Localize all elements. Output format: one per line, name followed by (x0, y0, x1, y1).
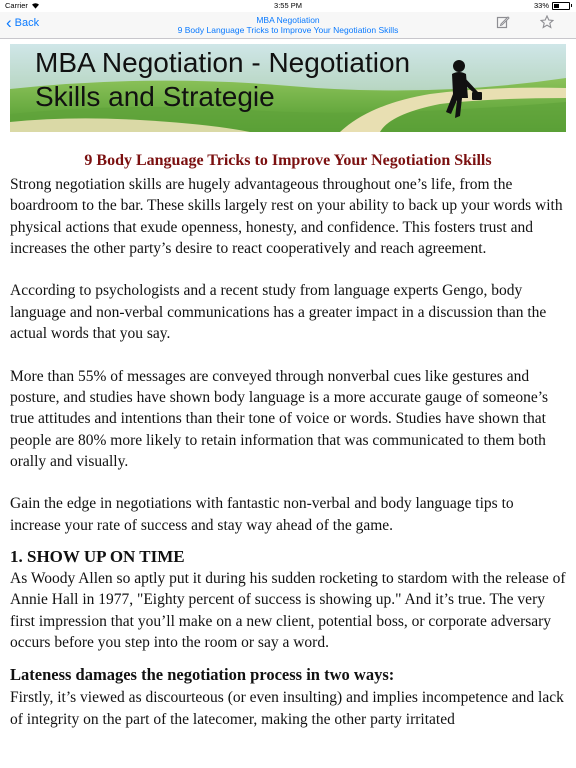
battery-percent: 33% (533, 1, 549, 10)
paragraph: Firstly, it’s viewed as discourteous (or even insulting) and implies incompetence and lack of integrity on the part of the latecomer, making the other party irritated (10, 689, 564, 728)
compose-icon[interactable] (496, 15, 510, 29)
paragraph: Gain the edge in negotiations with fantastic non-verbal and body language tips to increase your rate of success and stay way ahead of the game. (10, 495, 514, 534)
back-label: Back (14, 17, 40, 29)
status-time: 3:55 PM (274, 1, 302, 10)
banner-title (35, 46, 410, 114)
article-body (10, 150, 566, 751)
banner-title-line1: MBA Negotiation - Negotiation (35, 47, 411, 78)
paragraph: Strong negotiation skills are hugely advantageous throughout one’s life, from the boardroom to the bar. These skills largely rest on your ability to back up your words with physical actions that exude openness, honesty, and confidence. This fosters trust and increases the other party’s desire to react cooperatively and reach agreement. (10, 176, 563, 257)
paragraph: As Woody Allen so aptly put it during his sudden rocketing to stardom with the release of Annie Hall in 1977, "Eighty percent of success is showing up." And it’s true. The very first impression that you’ll make on a new client, potential boss, or corporate adversary occurs before you step into the room or say a word. (10, 570, 566, 651)
status-bar (0, 0, 576, 12)
chevron-left-icon: ‹ (6, 13, 12, 32)
nav-title: MBA Negotiation (256, 15, 320, 25)
article-title: 9 Body Language Tricks to Improve Your Negotiation Skills (84, 152, 492, 169)
subheading: Lateness damages the negotiation process in two ways: (10, 665, 395, 685)
paragraph: According to psychologists and a recent study from language experts Gengo, body language and non-verbal communications has a greater impact in a discussion than the actual words that you say. (10, 282, 547, 343)
paragraph: More than 55% of messages are conveyed through nonverbal cues like gestures and posture, and studies have shown body language is a more accurate gauge of someone’s true attitudes and intentions than their tone of voice or words. Studies have shown that people are 80% more likely to retain information that was communicated to them both orally and visually. (10, 367, 549, 470)
header-banner (10, 44, 566, 132)
carrier-label: Carrier (5, 1, 28, 10)
banner-title-line2: Skills and Strategie (35, 81, 275, 112)
battery-icon (552, 2, 570, 10)
battery-indicator (534, 1, 570, 10)
section-heading: 1. SHOW UP ON TIME (10, 547, 185, 567)
nav-subtitle: 9 Body Language Tricks to Improve Your Negotiation Skills (177, 25, 399, 35)
navigation-bar (0, 12, 576, 39)
nav-title-block (0, 15, 576, 35)
nav-actions (496, 15, 554, 29)
star-icon[interactable] (540, 15, 554, 29)
